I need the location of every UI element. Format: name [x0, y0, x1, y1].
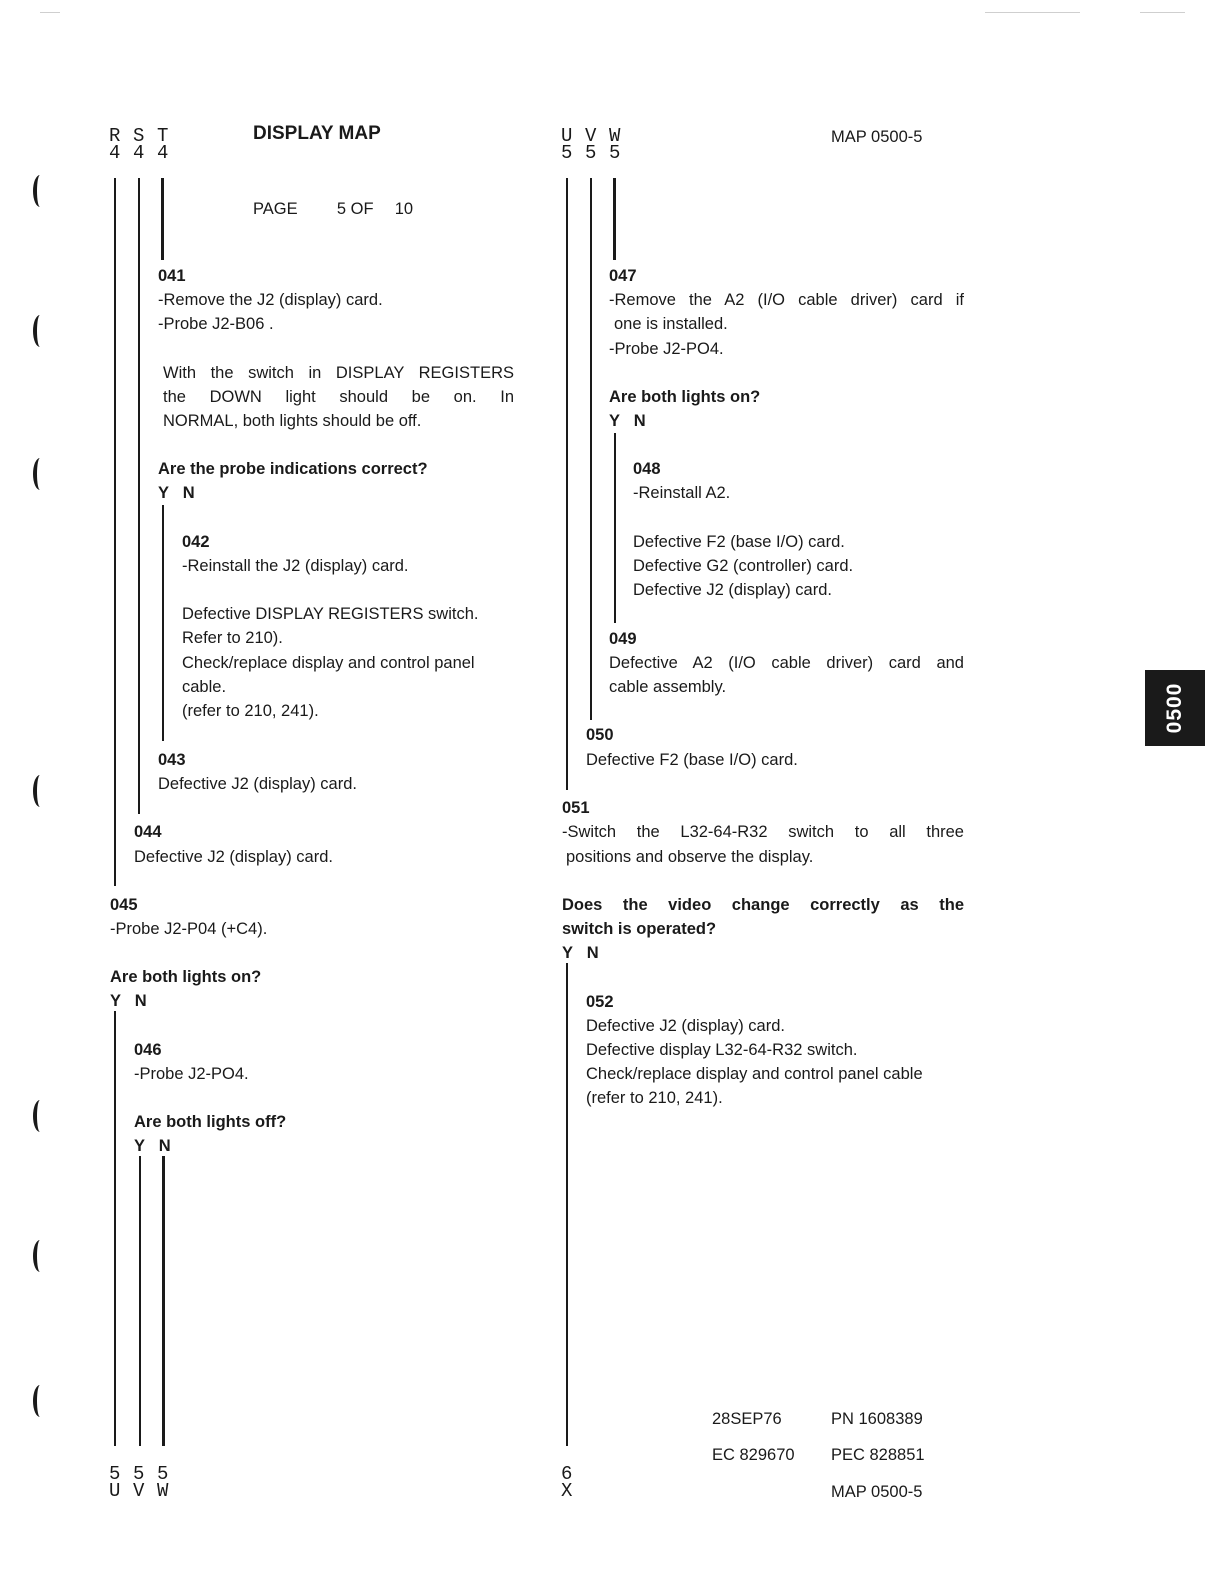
scan-artifact	[40, 12, 60, 13]
question-051: Does the video change correctly as the	[562, 896, 964, 914]
step-052-line: Defective J2 (display) card.	[586, 1017, 785, 1035]
step-number-050: 050	[586, 726, 614, 744]
question-047: Are both lights on?	[609, 388, 761, 406]
flow-line-W	[613, 178, 616, 260]
step-045-line: -Probe J2-P04 (+C4).	[110, 920, 268, 938]
step-048-line: Defective J2 (display) card.	[633, 581, 832, 599]
connector-U5: U 5	[561, 125, 573, 164]
connector-5W: 5 W	[157, 1463, 169, 1502]
step-042-line: cable.	[182, 678, 227, 696]
connector-5U: 5 U	[109, 1463, 121, 1502]
connector-R4: R 4	[109, 125, 121, 164]
flow-line-041-Y	[162, 505, 164, 741]
flow-line-S	[138, 178, 140, 814]
footer-pec-number: PEC 828851	[831, 1446, 925, 1464]
step-042-line: Refer to 210).	[182, 629, 283, 647]
step-044-line: Defective J2 (display) card.	[134, 848, 333, 866]
step-043-line: Defective J2 (display) card.	[158, 775, 357, 793]
step-050-line: Defective F2 (base I/O) card.	[586, 751, 798, 769]
step-049-line: Defective A2 (I/O cable driver) card and	[609, 654, 964, 672]
answer-yes-no: Y N	[609, 412, 646, 430]
question-046: Are both lights off?	[134, 1113, 287, 1131]
connector-S4: S 4	[133, 125, 145, 164]
answer-yes-no: Y N	[158, 484, 195, 502]
section-tab-label: 0500	[1163, 682, 1186, 734]
step-number-045: 045	[110, 896, 138, 914]
flow-line-045-Y	[114, 1011, 116, 1446]
connector-W5: W 5	[609, 125, 621, 164]
step-047-line: -Probe J2-PO4.	[609, 340, 724, 358]
step-number-049: 049	[609, 630, 637, 648]
scan-artifact	[1140, 12, 1185, 13]
step-048-line: Defective F2 (base I/O) card.	[633, 533, 845, 551]
connector-T4: T 4	[157, 125, 169, 164]
step-047-line: -Remove the A2 (I/O cable driver) card if	[609, 291, 964, 309]
footer-date: 28SEP76	[712, 1410, 782, 1428]
step-041-note: With the switch in DISPLAY REGISTERS	[163, 364, 514, 382]
step-number-041: 041	[158, 267, 186, 285]
step-048-line: -Reinstall A2.	[633, 484, 731, 502]
step-number-046: 046	[134, 1041, 162, 1059]
flow-line-U	[566, 178, 568, 790]
map-reference: MAP 0500-5	[831, 128, 923, 146]
step-number-044: 044	[134, 823, 162, 841]
question-051: switch is operated?	[562, 920, 717, 938]
step-042-line: Defective DISPLAY REGISTERS switch.	[182, 605, 479, 623]
flow-line-V	[590, 178, 592, 720]
flow-line-046-Y	[139, 1156, 141, 1446]
flow-line-051-Y	[566, 963, 568, 1446]
question-045: Are both lights on?	[110, 968, 262, 986]
step-number-048: 048	[633, 460, 661, 478]
flow-line-R	[114, 178, 116, 886]
step-048-line: Defective G2 (controller) card.	[633, 557, 854, 575]
step-051-line: positions and observe the display.	[566, 848, 814, 866]
section-tab	[1145, 670, 1205, 746]
connector-5V: 5 V	[133, 1463, 145, 1502]
step-number-052: 052	[586, 993, 614, 1011]
binder-hole-mark	[33, 1240, 47, 1272]
step-041-note: the DOWN light should be on. In	[163, 388, 514, 406]
step-052-line: Defective display L32-64-R32 switch.	[586, 1041, 858, 1059]
step-042-line: Check/replace display and control panel	[182, 654, 475, 672]
binder-hole-mark	[33, 1100, 47, 1132]
step-052-line: Check/replace display and control panel cable	[586, 1065, 923, 1083]
step-047-line: one is installed.	[614, 315, 728, 333]
step-number-043: 043	[158, 751, 186, 769]
step-052-line: (refer to 210, 241).	[586, 1089, 723, 1107]
step-041-line: -Remove the J2 (display) card.	[158, 291, 383, 309]
step-number-051: 051	[562, 799, 590, 817]
binder-hole-mark	[33, 458, 47, 490]
binder-hole-mark	[33, 175, 47, 207]
flow-line-047-Y	[614, 433, 616, 623]
step-046-line: -Probe J2-PO4.	[134, 1065, 249, 1083]
step-049-line: cable assembly.	[609, 678, 727, 696]
binder-hole-mark	[33, 1385, 47, 1417]
step-041-line: -Probe J2-B06 .	[158, 315, 274, 333]
footer-ec-number: EC 829670	[712, 1446, 795, 1464]
footer-map-reference: MAP 0500-5	[831, 1483, 923, 1501]
page-title: DISPLAY MAP	[253, 123, 381, 144]
step-number-042: 042	[182, 533, 210, 551]
answer-yes-no: Y N	[562, 944, 599, 962]
connector-6X: 6 X	[561, 1463, 573, 1502]
binder-hole-mark	[33, 315, 47, 347]
scan-artifact	[985, 12, 1080, 13]
flow-line-046-N	[162, 1156, 165, 1446]
connector-V5: V 5	[585, 125, 597, 164]
binder-hole-mark	[33, 775, 47, 807]
step-number-047: 047	[609, 267, 637, 285]
page-indicator: PAGE 5 OF 10	[253, 200, 414, 218]
step-051-line: -Switch the L32-64-R32 switch to all three	[562, 823, 964, 841]
footer-part-number: PN 1608389	[831, 1410, 923, 1428]
answer-yes-no: Y N	[110, 992, 147, 1010]
step-042-line: (refer to 210, 241).	[182, 702, 319, 720]
answer-yes-no: Y N	[134, 1137, 171, 1155]
step-041-note: NORMAL, both lights should be off.	[163, 412, 422, 430]
question-041: Are the probe indications correct?	[158, 460, 428, 478]
step-042-line: -Reinstall the J2 (display) card.	[182, 557, 409, 575]
flow-line-T	[161, 178, 164, 260]
